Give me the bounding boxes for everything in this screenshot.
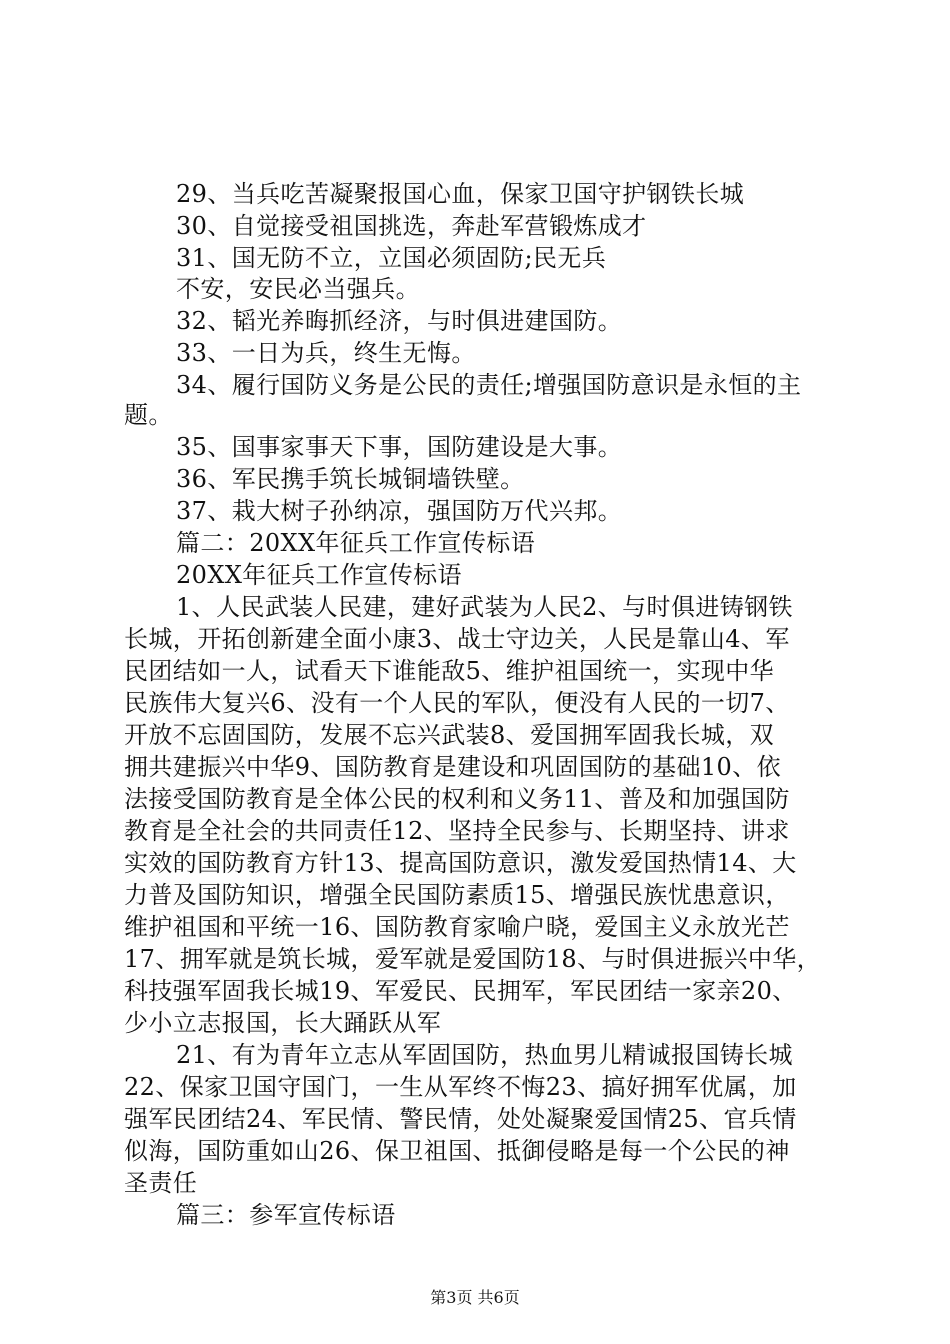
- text-line: 17、拥军就是筑长城，爱军就是爱国防18、与时俱进振兴中华，: [124, 945, 822, 973]
- page-number: 第3页 共6页: [430, 1288, 520, 1307]
- text-line: 34、履行国防义务是公民的责任;增强国防意识是永恒的主: [176, 371, 802, 399]
- text-line: 开放不忘固国防，发展不忘兴武装8、爱国拥军固我长城，双: [124, 721, 775, 749]
- text-line: 民族伟大复兴6、没有一个人民的军队，便没有人民的一切7、: [124, 689, 790, 717]
- text-line: 30、自觉接受祖国挑选，奔赴军营锻炼成才: [176, 212, 647, 240]
- text-line: 实效的国防教育方针13、提高国防意识，激发爱国热情14、大: [124, 849, 797, 877]
- text-line: 长城，开拓创新建全面小康3、战士守边关，人民是靠山4、军: [124, 625, 790, 653]
- text-line: 法接受国防教育是全体公民的权利和义务11、普及和加强国防: [124, 785, 790, 813]
- section-title: 20XX年征兵工作宣传标语: [176, 561, 462, 589]
- text-line: 21、有为青年立志从军固国防，热血男儿精诚报国铸长城: [176, 1041, 793, 1069]
- text-line: 31、国无防不立，立国必须固防;民无兵: [176, 244, 607, 272]
- text-line: 强军民团结24、军民情、警民情，处处凝聚爱国情25、官兵情: [124, 1105, 797, 1133]
- text-line: 圣责任: [124, 1169, 198, 1197]
- text-line: 32、韬光养晦抓经济，与时俱进建国防。: [176, 307, 623, 335]
- text-line: 民团结如一人，试看天下谁能敌5、维护祖国统一，实现中华: [124, 657, 775, 685]
- text-line: 22、保家卫国守国门，一生从军终不悔23、搞好拥军优属，加: [124, 1073, 797, 1101]
- text-line: 科技强军固我长城19、军爱民、民拥军，军民团结一家亲20、: [124, 977, 797, 1005]
- text-line: 题。: [124, 401, 173, 429]
- text-line: 37、栽大树子孙纳凉，强国防万代兴邦。: [176, 497, 623, 525]
- text-line: 拥共建振兴中华9、国防教育是建设和巩固国防的基础10、依: [124, 753, 782, 781]
- text-line: 36、军民携手筑长城铜墙铁壁。: [176, 465, 525, 493]
- text-line: 少小立志报国，长大踊跃从军: [124, 1009, 442, 1037]
- text-line: 29、当兵吃苦凝聚报国心血，保家卫国守护钢铁长城: [176, 180, 745, 208]
- text-line: 似海，国防重如山26、保卫祖国、抵御侵略是每一个公民的神: [124, 1137, 790, 1165]
- text-line: 不安，安民必当强兵。: [176, 275, 420, 303]
- text-line: 教育是全社会的共同责任12、坚持全民参与、长期坚持、讲求: [124, 817, 790, 845]
- text-line: 力普及国防知识，增强全民国防素质15、增强民族忧患意识，: [124, 881, 790, 909]
- text-line: 35、国事家事天下事，国防建设是大事。: [176, 433, 623, 461]
- text-line: 维护祖国和平统一16、国防教育家喻户晓，爱国主义永放光芒: [124, 913, 790, 941]
- section-heading: 篇三：参军宣传标语: [176, 1201, 396, 1229]
- section-heading: 篇二：20XX年征兵工作宣传标语: [176, 529, 536, 557]
- text-line: 1、人民武装人民建，建好武装为人民2、与时俱进铸钢铁: [176, 593, 793, 621]
- text-line: 33、一日为兵，终生无悔。: [176, 339, 476, 367]
